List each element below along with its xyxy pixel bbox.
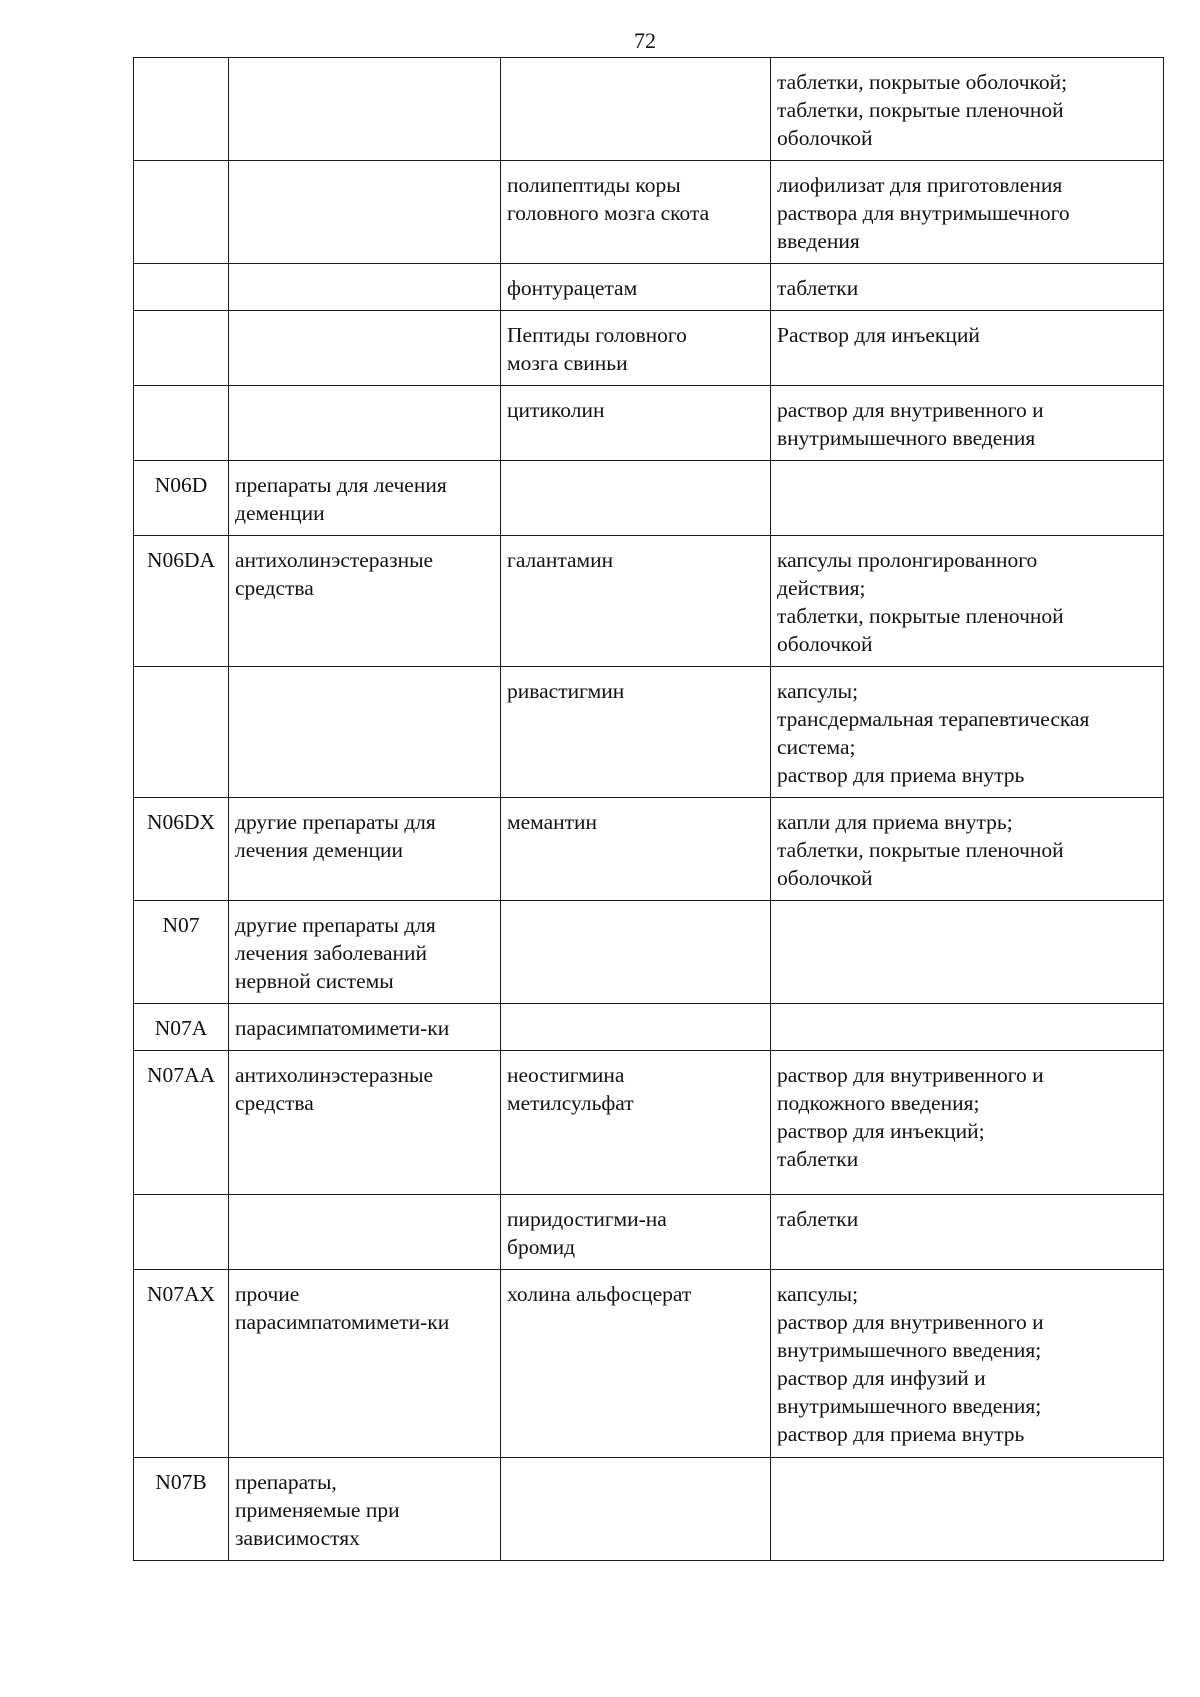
substance-line: фонтурацетам	[507, 276, 638, 300]
dosage-form-line: внутримышечного введения;	[777, 1338, 1042, 1362]
group-name-line: применяемые при	[235, 1498, 400, 1522]
substance-line: пиридостигми-на	[507, 1207, 667, 1231]
table-row	[134, 58, 1164, 161]
atc-code-cell: N07	[134, 901, 229, 1004]
atc-code-cell	[134, 386, 229, 461]
substance-cell	[501, 461, 771, 536]
table-row	[134, 311, 1164, 386]
substance-cell	[501, 311, 771, 386]
dosage-forms-cell	[771, 386, 1164, 461]
substance-line: головного мозга скота	[507, 201, 710, 225]
group-name-cell	[229, 1051, 501, 1195]
substance-cell	[501, 1458, 771, 1561]
group-name-line: прочие	[235, 1282, 300, 1306]
substance-line: мозга свиньи	[507, 351, 628, 375]
group-name-cell	[229, 311, 501, 386]
dosage-form-line: лиофилизат для приготовления	[777, 173, 1063, 197]
atc-code-cell	[134, 58, 229, 161]
dosage-forms-cell	[771, 1004, 1164, 1051]
dosage-form-line: таблетки, покрытые пленочной	[777, 838, 1064, 862]
dosage-forms-cell	[771, 58, 1164, 161]
dosage-form-line: раствор для внутривенного и	[777, 1310, 1044, 1334]
atc-code-cell: N07B	[134, 1458, 229, 1561]
table-row	[134, 1004, 1164, 1051]
dosage-form-line: действия;	[777, 576, 866, 600]
drug-table	[133, 57, 1164, 1561]
group-name-cell	[229, 386, 501, 461]
group-name-cell	[229, 901, 501, 1004]
dosage-form-line: таблетки	[777, 1147, 859, 1171]
dosage-form-line: таблетки, покрытые пленочной	[777, 98, 1064, 122]
group-name-cell	[229, 264, 501, 311]
dosage-form-line: Раствор для инъекций	[777, 323, 980, 347]
group-name-cell	[229, 461, 501, 536]
dosage-forms-cell	[771, 1270, 1164, 1458]
dosage-form-line: оболочкой	[777, 632, 873, 656]
dosage-forms-cell	[771, 1458, 1164, 1561]
group-name-cell	[229, 1195, 501, 1270]
dosage-forms-cell	[771, 798, 1164, 901]
dosage-form-line: таблетки	[777, 1207, 859, 1231]
dosage-forms-cell	[771, 264, 1164, 311]
dosage-form-line: раствора для внутримышечного	[777, 201, 1070, 225]
dosage-forms-cell	[771, 461, 1164, 536]
dosage-form-line: таблетки	[777, 276, 859, 300]
table-row	[134, 161, 1164, 264]
dosage-forms-cell	[771, 1051, 1164, 1195]
dosage-form-line: раствор для приема внутрь	[777, 763, 1025, 787]
substance-line: ривастигмин	[507, 679, 625, 703]
dosage-form-line: внутримышечного введения;	[777, 1394, 1042, 1418]
substance-line: бромид	[507, 1235, 576, 1259]
dosage-form-line: трансдермальная терапевтическая	[777, 707, 1090, 731]
atc-code-cell	[134, 667, 229, 798]
substance-cell	[501, 667, 771, 798]
dosage-form-line: раствор для инъекций;	[777, 1119, 985, 1143]
substance-line: неостигмина	[507, 1063, 625, 1087]
dosage-form-line: раствор для внутривенного и	[777, 398, 1044, 422]
substance-cell	[501, 161, 771, 264]
dosage-form-line: раствор для внутривенного и	[777, 1063, 1044, 1087]
dosage-forms-cell	[771, 1195, 1164, 1270]
group-name-line: средства	[235, 576, 314, 600]
dosage-form-line: капсулы;	[777, 679, 859, 703]
substance-cell	[501, 1195, 771, 1270]
substance-line: Пептиды головного	[507, 323, 687, 347]
dosage-forms-cell	[771, 667, 1164, 798]
group-name-line: лечения заболеваний	[235, 941, 428, 965]
table-row	[134, 798, 1164, 901]
group-name-line: другие препараты для	[235, 810, 436, 834]
substance-line: мемантин	[507, 810, 598, 834]
table-row	[134, 667, 1164, 798]
dosage-form-line: таблетки, покрытые оболочкой;	[777, 70, 1068, 94]
group-name-line: парасимпатомимети-ки	[235, 1016, 450, 1040]
group-name-cell	[229, 1004, 501, 1051]
dosage-forms-cell	[771, 901, 1164, 1004]
group-name-line: препараты,	[235, 1470, 337, 1494]
group-name-line: препараты для лечения	[235, 473, 447, 497]
table-row	[134, 1051, 1164, 1195]
table-row	[134, 386, 1164, 461]
dosage-form-line: оболочкой	[777, 126, 873, 150]
group-name-line: деменции	[235, 501, 325, 525]
atc-code-cell	[134, 161, 229, 264]
group-name-line: лечения деменции	[235, 838, 404, 862]
group-name-cell	[229, 536, 501, 667]
dosage-form-line: система;	[777, 735, 856, 759]
group-name-cell	[229, 161, 501, 264]
substance-line: холина альфосцерат	[507, 1282, 692, 1306]
dosage-form-line: капли для приема внутрь;	[777, 810, 1013, 834]
group-name-cell	[229, 1270, 501, 1458]
dosage-form-line: раствор для приема внутрь	[777, 1422, 1025, 1446]
atc-code-cell	[134, 264, 229, 311]
substance-cell	[501, 264, 771, 311]
atc-code-cell	[134, 1195, 229, 1270]
group-name-line: антихолинэстеразные	[235, 548, 434, 572]
substance-line: полипептиды коры	[507, 173, 681, 197]
dosage-form-line: внутримышечного введения	[777, 426, 1036, 450]
table-row	[134, 264, 1164, 311]
substance-line: цитиколин	[507, 398, 605, 422]
substance-cell	[501, 1270, 771, 1458]
substance-cell	[501, 901, 771, 1004]
group-name-line: другие препараты для	[235, 913, 436, 937]
group-name-line: средства	[235, 1091, 314, 1115]
table-row	[134, 536, 1164, 667]
dosage-form-line: оболочкой	[777, 866, 873, 890]
atc-code-cell: N07A	[134, 1004, 229, 1051]
substance-cell	[501, 536, 771, 667]
group-name-line: парасимпатомимети-ки	[235, 1310, 450, 1334]
substance-cell	[501, 1051, 771, 1195]
table-row	[134, 1270, 1164, 1458]
substance-line: галантамин	[507, 548, 614, 572]
substance-cell	[501, 386, 771, 461]
atc-code-cell: N07AA	[134, 1051, 229, 1195]
atc-code-cell: N06DX	[134, 798, 229, 901]
group-name-cell	[229, 798, 501, 901]
substance-cell	[501, 798, 771, 901]
group-name-line: зависимостях	[235, 1526, 360, 1550]
group-name-cell	[229, 58, 501, 161]
dosage-form-line: раствор для инфузий и	[777, 1366, 986, 1390]
dosage-form-line: таблетки, покрытые пленочной	[777, 604, 1064, 628]
table-row	[134, 1458, 1164, 1561]
substance-cell	[501, 1004, 771, 1051]
group-name-cell	[229, 1458, 501, 1561]
dosage-form-line: капсулы;	[777, 1282, 859, 1306]
dosage-form-line: подкожного введения;	[777, 1091, 980, 1115]
group-name-line: антихолинэстеразные	[235, 1063, 434, 1087]
atc-code-cell: N06D	[134, 461, 229, 536]
group-name-cell	[229, 667, 501, 798]
atc-code-cell: N07AX	[134, 1270, 229, 1458]
dosage-forms-cell	[771, 536, 1164, 667]
dosage-forms-cell	[771, 311, 1164, 386]
dosage-forms-cell	[771, 161, 1164, 264]
table-row	[134, 461, 1164, 536]
substance-cell	[501, 58, 771, 161]
dosage-form-line: капсулы пролонгированного	[777, 548, 1038, 572]
group-name-line: нервной системы	[235, 969, 394, 993]
substance-line: метилсульфат	[507, 1091, 634, 1115]
page-number: 72	[634, 28, 656, 53]
atc-code-cell	[134, 311, 229, 386]
dosage-form-line: введения	[777, 229, 860, 253]
atc-code-cell: N06DA	[134, 536, 229, 667]
table-row	[134, 901, 1164, 1004]
table-row	[134, 1195, 1164, 1270]
